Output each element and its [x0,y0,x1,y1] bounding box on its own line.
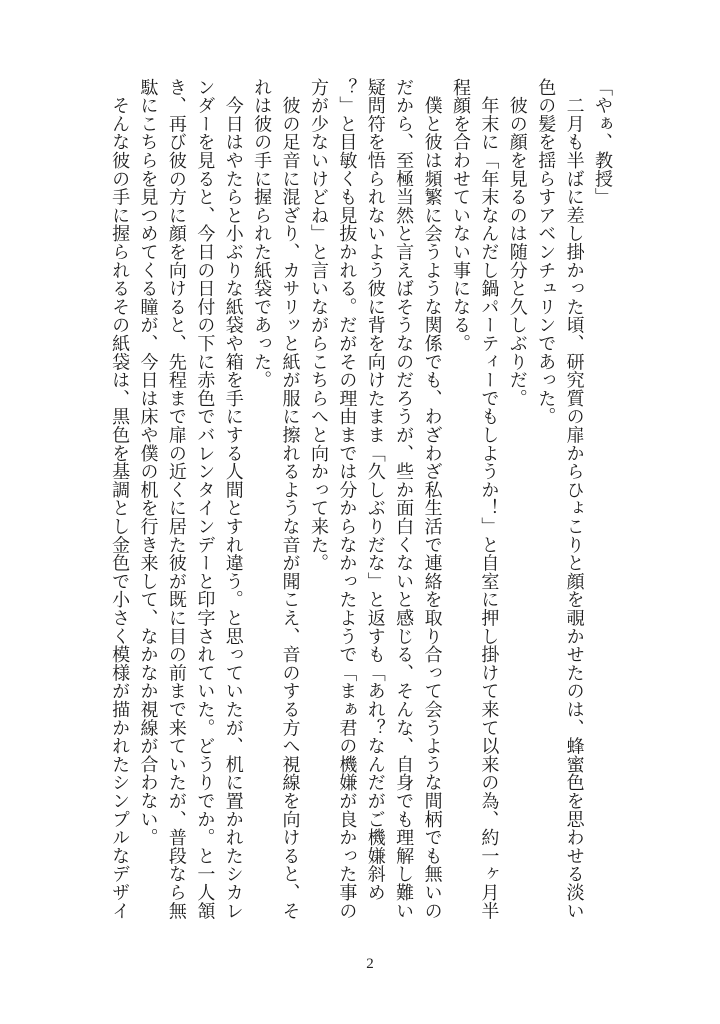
text-line: 程顔を合わせていない事になる。 [449,78,471,353]
text-line: れは彼の手に握られた紙袋であった。 [251,78,273,390]
text-line: 彼の足音に混ざり、カサリッと紙が服に擦れるような音が聞こえ、音のする方へ視線を向けると、そ [279,78,301,920]
vertical-text-body [105,78,616,938]
text-line: 方が少ないけどね」と言いながらこちらへと向かって来た。 [307,78,329,573]
text-line: ？」と目敏くも見抜かれる。だがその理由までは分からなかったようで「まぁ君の機嫌が良かった事の [336,78,358,920]
text-line: 年末に「年末なんだし鍋パーティーでもしようか！」と自室に押し掛けて来て以来の為、約一ヶ月半 [478,78,500,920]
text-line: 彼の顔を見るのは随分と久しぶりだ。 [506,78,528,408]
text-line: 駄にこちらを見つめてくる瞳が、今日は床や僕の机を行き来して、なかなか視線が合わない。 [137,78,159,847]
text-line: ンダーを見ると、今日の日付の下に赤色でバレンタインデーと印字されていた。どうりでか。と一人頷 [194,78,216,920]
text-line: 「やぁ、教授」 [592,78,613,207]
text-line: 色の髪を揺らすアベンチュリンであった。 [535,78,557,426]
text-line: 今日はやたらと小ぶりな紙袋や箱を手にする人間とすれ違う。と思っていたが、机に置かれたシカレ [222,78,244,920]
page-number: 2 [366,956,374,972]
text-line: 疑問符を悟られないよう彼に背を向けたまま「久しぶりだな」と返すも「あれ？なんだがご機嫌斜め [364,78,386,902]
text-line: き、再び彼の方に顔を向けると、先程まで扉の近くに居た彼が既に目の前まで来ていたが、普段なら無 [165,78,187,920]
text-line: そんな彼の手に握られるその紙袋は、黒色を基調とし金色で小さく模様が描かれたシンプルなデザイ [109,78,131,920]
text-line: だから、至極当然と言えばそうなのだろうが、些か面白くないと感じる、そんな、自身でも理解し難い [393,78,415,920]
text-line: 二月も半ばに差し掛かった頃、研究質の扉からひょこりと顔を覗かせたのは、蜂蜜色を思わせる淡い [563,78,585,920]
text-line: 僕と彼は頻繁に会うような関係でも、わざわざ私生活で連絡を取り合って会うような間柄でも無いの [421,78,443,920]
